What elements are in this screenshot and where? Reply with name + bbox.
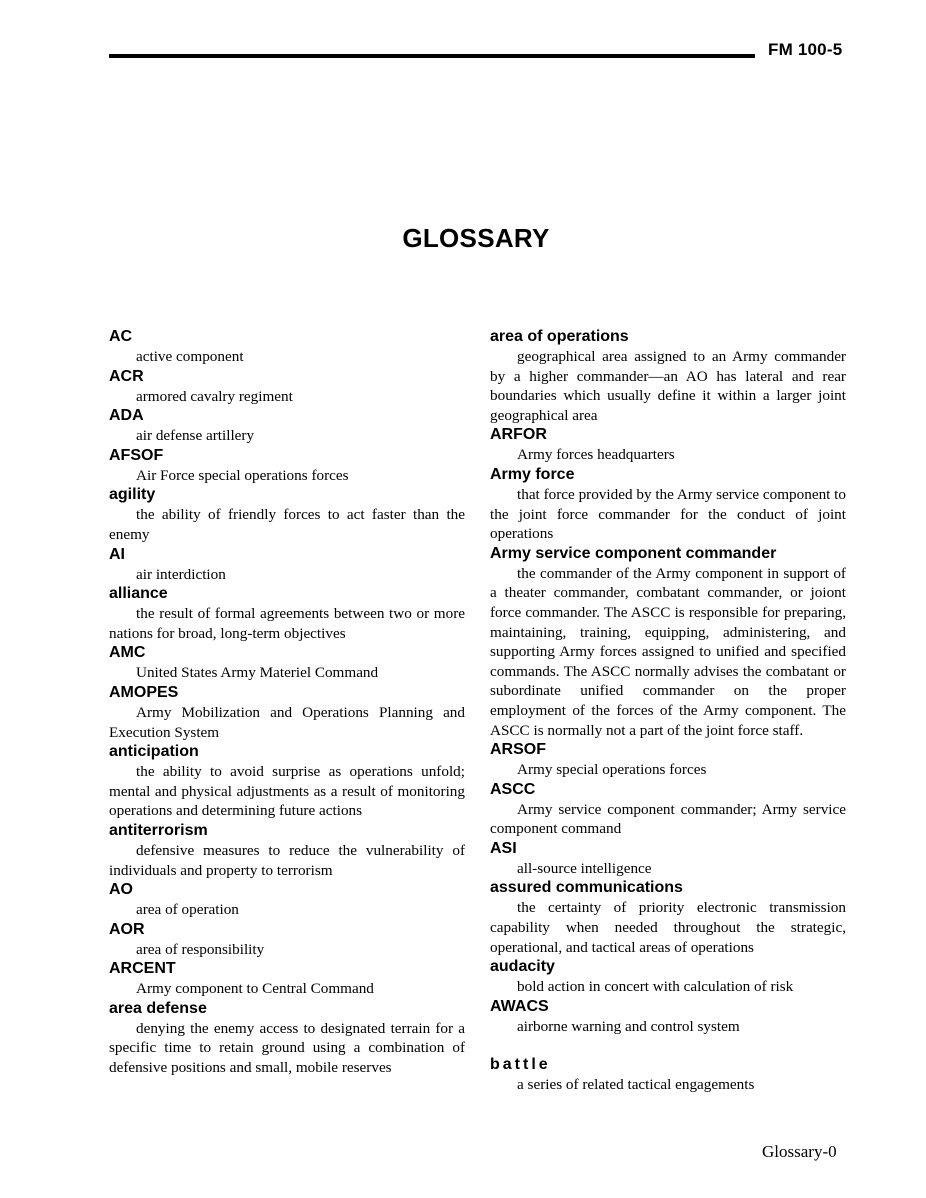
glossary-definition: area of operation	[136, 901, 239, 919]
glossary-term: audacity	[490, 958, 555, 976]
glossary-entry	[109, 821, 465, 880]
glossary-entry	[109, 920, 465, 960]
glossary-term: area defense	[109, 999, 207, 1017]
glossary-entry	[490, 878, 846, 957]
glossary-entry	[109, 643, 465, 683]
glossary-entry	[109, 880, 465, 920]
glossary-entry	[109, 545, 465, 585]
page-title: GLOSSARY	[402, 223, 550, 253]
glossary-entry	[490, 465, 846, 544]
glossary-term: assured communications	[490, 879, 683, 897]
glossary-term: battle	[490, 1056, 551, 1074]
glossary-definition: the result of formal agreements between two or more nations for broad, long-term objectives	[109, 605, 465, 642]
glossary-definition: Army service component commander; Army service component command	[490, 800, 846, 838]
glossary-definition: the ability to avoid surprise as operations unfold; mental and physical adjustments as a result of monitoring operations and determining future actions	[109, 763, 465, 820]
glossary-definition: bold action in concert with calculation of risk	[517, 978, 794, 996]
glossary-term: Army service component commander	[490, 544, 777, 562]
glossary-term: Army force	[490, 465, 575, 483]
glossary-entry	[109, 999, 465, 1078]
glossary-definition: defensive measures to reduce the vulnerability of individuals and property to terrorism	[109, 841, 465, 879]
glossary-entry	[490, 997, 846, 1037]
glossary-definition: that force provided by the Army service component to the joint force commander for the conduct of joint operations	[490, 485, 846, 543]
glossary-entry	[490, 1055, 846, 1095]
glossary-term: AWACS	[490, 997, 549, 1015]
glossary-definition: airborne warning and control system	[517, 1017, 740, 1035]
glossary-term: ASCC	[490, 780, 536, 798]
glossary-term: AFSOF	[109, 446, 164, 464]
glossary-definition: United States Army Materiel Command	[136, 664, 379, 682]
glossary-entry	[490, 780, 846, 839]
glossary-entry	[109, 485, 465, 544]
glossary-term: antiterrorism	[109, 821, 208, 839]
glossary-entry	[490, 425, 846, 465]
glossary-definition: geographical area assigned to an Army commander by a higher commander—an AO has lateral and rear boundaries which usually define it within a larger joint geographical area	[490, 348, 846, 424]
glossary-entry	[490, 544, 846, 740]
glossary-definition: active component	[136, 348, 244, 365]
glossary-term: AO	[109, 881, 133, 899]
glossary-entry	[109, 742, 465, 821]
glossary-term: AMC	[109, 644, 146, 662]
glossary-entry	[109, 406, 465, 446]
glossary-definition: the certainty of priority electronic transmission capability when needed throughout the strategic, operational, and tactical areas of operations	[490, 899, 846, 956]
glossary-term: ARCENT	[109, 960, 176, 978]
glossary-term: AI	[109, 545, 125, 563]
glossary-term: ACR	[109, 367, 144, 385]
glossary-definition: Army special operations forces	[517, 761, 707, 779]
glossary-term: alliance	[109, 585, 168, 603]
glossary-definition: denying the enemy access to designated terrain for a specific time to retain ground using a combination of defensive positions and small, mobile reserves	[109, 1019, 465, 1077]
glossary-term: AOR	[109, 920, 145, 938]
glossary-term: agility	[109, 486, 156, 504]
glossary-term: ARSOF	[490, 741, 546, 759]
glossary-entry	[109, 959, 465, 999]
glossary-term: area of operations	[490, 328, 629, 345]
glossary-term: ASI	[490, 839, 517, 857]
glossary-term: ARFOR	[490, 426, 547, 444]
glossary-definition: Army forces headquarters	[517, 446, 675, 464]
glossary-entry	[109, 367, 465, 407]
glossary-entry	[109, 683, 465, 742]
page-number: Glossary-0	[762, 1142, 837, 1161]
glossary-entry	[490, 839, 846, 879]
glossary-definition: air interdiction	[136, 565, 226, 583]
glossary-term: AMOPES	[109, 683, 179, 701]
glossary-definition: the ability of friendly forces to act faster than the enemy	[109, 506, 465, 543]
glossary-entry	[109, 446, 465, 486]
glossary-term: ADA	[109, 407, 144, 425]
header-rule	[109, 54, 755, 58]
glossary-definition: Army Mobilization and Operations Planning and Execution System	[109, 703, 465, 741]
glossary-left-column	[109, 327, 465, 1078]
document-id: FM 100-5	[768, 40, 843, 59]
glossary-definition: air defense artillery	[136, 427, 255, 445]
glossary-definition: armored cavalry regiment	[136, 387, 293, 405]
glossary-definition: all-source intelligence	[517, 859, 652, 877]
glossary-definition: Army component to Central Command	[136, 980, 374, 998]
glossary-definition: the commander of the Army component in support of a theater commander, combatant commander, or joiont force commander. The ASCC is responsible for preparing, maintaining, training, equipping, administering, and supporting Army forces assigned to unified and specified commands. The ASCC normally advises the combatant or subordinate unified commander on the proper employment of the forces of the Army component. The ASCC is normally not a part of the joint force staff.	[490, 564, 846, 739]
glossary-definition: Air Force special operations forces	[136, 466, 349, 484]
glossary-entry	[490, 957, 846, 997]
glossary-term: anticipation	[109, 743, 199, 761]
glossary-entry	[109, 327, 465, 367]
glossary-right-column	[490, 327, 846, 1095]
glossary-entry	[490, 327, 846, 425]
glossary-entry	[109, 584, 465, 643]
glossary-definition: area of responsibility	[136, 940, 265, 958]
glossary-entry	[490, 740, 846, 780]
glossary-definition: a series of related tactical engagements	[517, 1076, 755, 1094]
glossary-term: AC	[109, 328, 133, 345]
